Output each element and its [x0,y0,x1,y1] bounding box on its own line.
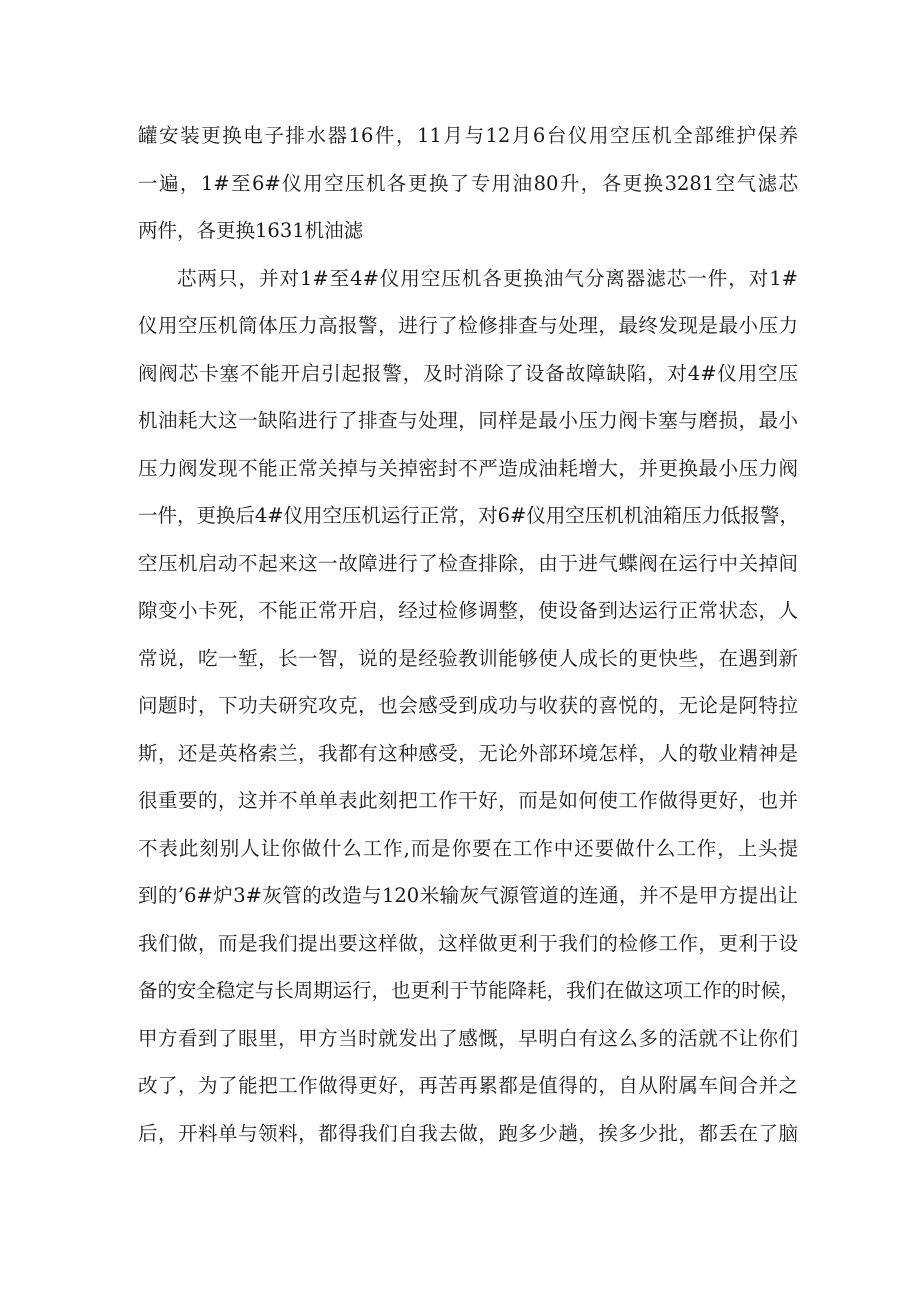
body-text [138,112,798,1157]
text-line: 一件，更换后4#仪用空压机运行正常，对6#仪用空压机机油箱压力低报警， [138,504,799,527]
text-line: 甲方看到了眼里，甲方当时就发出了感慨，早明白有这么多的活就不让你们 [138,1026,798,1050]
text-line: 机油耗大这一缺陷进行了排查与处理，同样是最小压力阀卡塞与磨损，最小 [138,409,798,432]
text-line: 阀阀芯卡塞不能开启引起报警，及时消除了设备故障缺陷，对4#仪用空压 [138,361,798,385]
text-line: 改了，为了能把工作做得更好，再苦再累都是值得的，自从附属车间合并之 [138,1074,798,1097]
text-line: 仪用空压机筒体压力高报警，进行了检修排查与处理，最终发现是最小压力 [138,314,798,337]
paragraph-first-line: 芯两只，并对1#至4#仪用空压机各更换油气分离器滤芯一件，对1# [177,266,798,290]
text-line: 罐安装更换电子排水器16件，11月与12月6台仪用空压机全部维护保养 [138,124,798,147]
text-line: 备的安全稳定与长周期运行，也更利于节能降耗，我们在做这项工作的时候， [138,979,800,1002]
text-line: 一遍，1#至6#仪用空压机各更换了专用油80升，各更换3281空气滤芯 [138,171,798,195]
text-line: 斯，还是英格索兰，我都有这种感受，无论外部环境怎样，人的敬业精神是 [138,741,798,765]
text-line: 常说，吃一堑，长一智，说的是经验教训能够使人成长的更快些，在遇到新 [138,646,798,670]
text-line: 问题时，下功夫研究攻克，也会感受到成功与收获的喜悦的，无论是阿特拉 [138,694,798,717]
text-line: 我们做，而是我们提出要这样做，这样做更利于我们的检修工作，更利于设 [138,931,798,955]
text-line: 隙变小卡死，不能正常开启，经过检修调整，使设备到达运行正常状态，人 [138,599,798,622]
text-line: 两件，各更换1631机油滤 [138,219,364,242]
text-line: 到的’6#炉3#灰管的改造与120米输灰气源管道的连通，并不是甲方提出让 [138,884,798,907]
text-line: 很重要的，这并不单单表此刻把工作干好，而是如何使工作做得更好，也并 [138,789,798,812]
text-line: 压力阀发现不能正常关掉与关掉密封不严造成油耗增大，并更换最小压力阀 [138,456,798,480]
text-line: 空压机启动不起来这一故障进行了检查排除，由于进气蝶阀在运行中关掉间 [138,551,798,575]
text-line: 不表此刻别人让你做什么工作,而是你要在工作中还要做什么工作，上头提 [138,836,798,860]
text-line: 后，开料单与领料，都得我们自我去做，跑多少趟，挨多少批，都丢在了脑 [138,1121,798,1145]
